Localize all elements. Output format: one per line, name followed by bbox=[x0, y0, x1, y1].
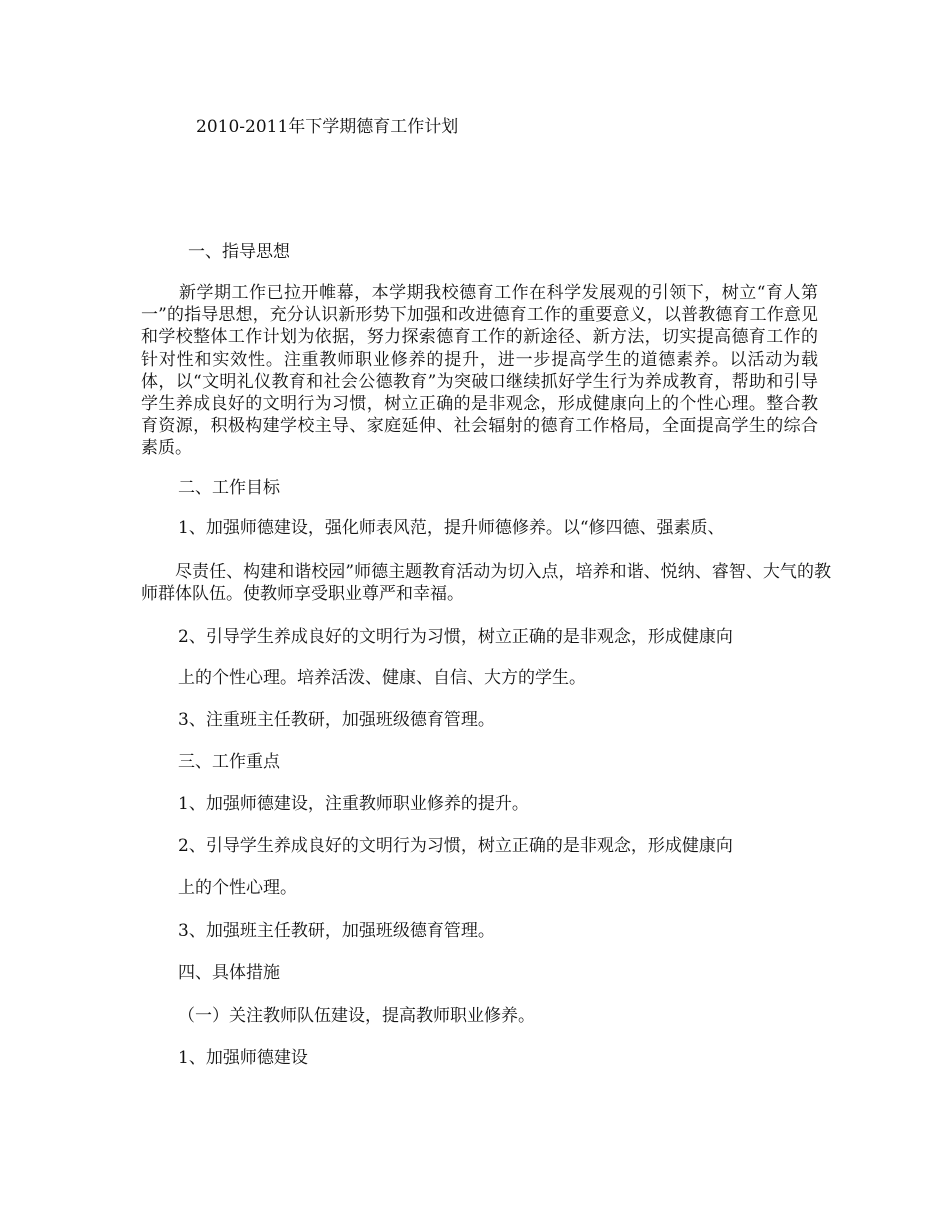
goal-item-2-line-1: 2、引导学生养成良好的文明行为习惯，树立正确的是非观念，形成健康向 bbox=[178, 627, 733, 647]
section-heading-specific-measures: 四、具体措施 bbox=[178, 963, 280, 983]
section-heading-work-goals: 二、工作目标 bbox=[178, 478, 280, 498]
goal-item-3: 3、注重班主任教研，加强班级德育管理。 bbox=[178, 710, 495, 730]
goal-item-1-continuation: 尽责任、构建和谐校园”师德主题教育活动为切入点，培养和谐、悦纳、睿智、大气的教师群体队伍。使教师享受职业尊严和幸福。 bbox=[141, 562, 831, 605]
goal-item-1-line-1: 1、加强师德建设，强化师表风范，提升师德修养。以“修四德、强素质、 bbox=[178, 518, 725, 538]
paragraph-guiding-ideology: 新学期工作已拉开帷幕，本学期我校德育工作在科学发展观的引领下，树立“育人第一”的指导思想，充分认识新形势下加强和改进德育工作的重要意义，以普教德育工作意见和学校整体工作计划为依据，努力探索德育工作的新途径、新方法，切实提高德育工作的针对性和实效性。注重教师职业修养的提升，进一步提高学生的道德素养。以活动为载体，以“文明礼仪教育和社会公德教育”为突破口继续抓好学生行为养成教育，帮助和引导学生养成良好的文明行为习惯，树立正确的是非观念，形成健康向上的个性心理。整合教育资源，积极构建学校主导、家庭延伸、社会辐射的德育工作格局，全面提高学生的综合素质。 bbox=[141, 283, 818, 459]
measures-item-1: 1、加强师德建设 bbox=[178, 1048, 308, 1068]
focus-item-1: 1、加强师德建设，注重教师职业修养的提升。 bbox=[178, 794, 529, 814]
focus-item-2-line-1: 2、引导学生养成良好的文明行为习惯，树立正确的是非观念，形成健康向 bbox=[178, 836, 733, 856]
measures-subheading-1: （一）关注教师队伍建设，提高教师职业修养。 bbox=[178, 1006, 535, 1026]
section-heading-guiding-ideology: 一、指导思想 bbox=[188, 242, 290, 262]
focus-item-3: 3、加强班主任教研，加强班级德育管理。 bbox=[178, 921, 495, 941]
section-heading-work-focus: 三、工作重点 bbox=[178, 752, 280, 772]
goal-item-2-line-2: 上的个性心理。培养活泼、健康、自信、大方的学生。 bbox=[178, 668, 586, 688]
document-title: 2010-2011年下学期德育工作计划 bbox=[196, 117, 459, 137]
focus-item-2-line-2: 上的个性心理。 bbox=[178, 878, 297, 898]
